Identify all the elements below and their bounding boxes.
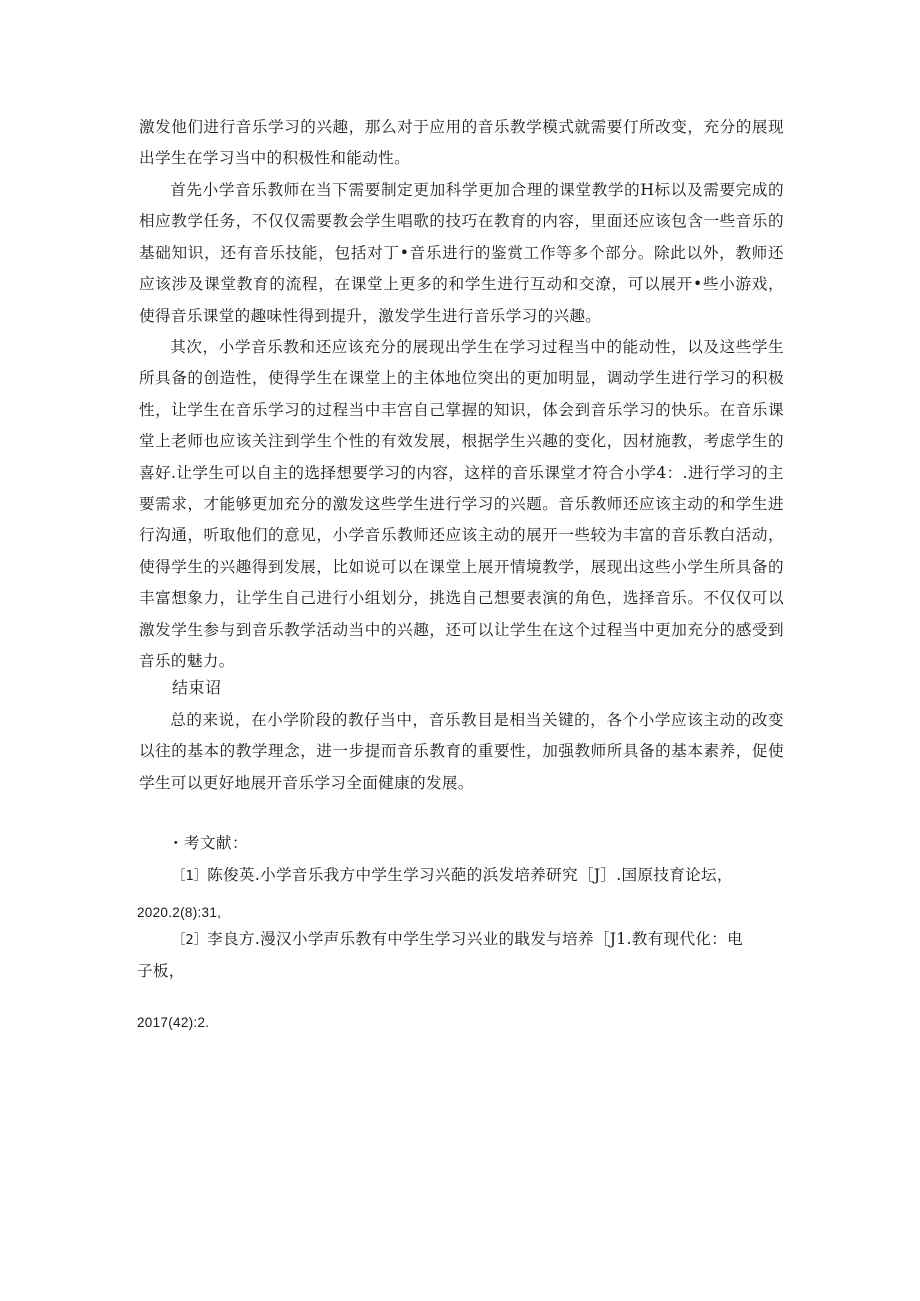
reference-1-line-1 (172, 861, 733, 890)
reference-2-line-2: 子板， (137, 962, 185, 980)
body-paragraph-2: 首先小学音乐教师在当下需要制定更加科学更加合理的课堂教学的H标以及需要完成的相应教学任务，不仅仅需要教会学生唱歌的技巧在教育的内容，里面还应该包含一些音乐的基础知识，还有音乐技能，包括对丁•音乐进行的鉴赏工作等多个部分。除此以外，教师还应该涉及课堂教育的流程，在课堂上更多的和学生进行互动和交潦，可以展开•些小游戏，使得音乐课堂的趣味性得到提升，激发学生进行音乐学习的兴趣。 (139, 181, 784, 325)
body-paragraph-1: 激发他们进行音乐学习的兴趣，那么对于应用的音乐教学模式就需要仃所改变，充分的展现出学生在学习当中的积极性和能动性。 (139, 118, 784, 168)
conclusion-paragraph: 总的来说，在小学阶段的教仔当中，音乐教目是相当关键的，各个小学应该主动的改变以往的基本的教学理念，进一步提而音乐教育的重要性，加强教师所具备的基本素养，促使学生可以更好地展开音乐学习全面健康的发展。 (139, 711, 784, 792)
reference-2-number: ［2］ (172, 932, 208, 948)
reference-1-number: ［1］ (172, 868, 208, 884)
reference-1-line-2: 2020.2(8):31, (137, 905, 222, 920)
reference-2-line-3: 2017(42):2. (137, 1015, 210, 1030)
reference-2-line-1 (172, 925, 743, 954)
references-heading: ・考文献： (168, 834, 249, 852)
reference-2-text: 李良方.漫汉小学声乐教有中学生学习兴业的戢发与培养［J1.教有现代化：电 (207, 930, 744, 948)
body-paragraph-3: 其次，小学音乐教和还应该充分的展现出学生在学习过程当中的能动性，以及这些学生所具备的创造性，使得学生在课堂上的主体地位突出的更加明显，调动学生进行学习的积极性，让学生在音乐学习的过程当中丰宫自己掌握的知识，体会到音乐学习的快乐。在音乐课堂上老师也应该关注到学生个性的有效发展，根据学生兴趣的变化，因材施教，考虑学生的喜好.让学生可以自主的选择想要学习的内容，这样的音乐课堂才符合小学4：.进行学习的主要需求，才能够更加充分的激发这些学生进行学习的兴题。音乐教师还应该主动的和学生进行沟通，听取他们的意见，小学音乐教师还应该主动的展开一些较为丰富的音乐教白活动，使得学生的兴趣得到发展，比如说可以在课堂上展开情境教学，展现出这些小学生所具备的丰富想象力，让学生自己进行小组划分，挑选自己想要表演的角色，选择音乐。不仅仅可以激发学生参与到音乐教学活动当中的兴趣，还可以让学生在这个过程当中更加充分的感受到音乐的魅力。 (139, 338, 784, 671)
reference-1-text: 陈俊英.小学音乐我方中学生学习兴葩的浜发培养研究［J］.国原技育论坛， (207, 866, 733, 884)
conclusion-heading: 结束诏 (172, 678, 222, 697)
